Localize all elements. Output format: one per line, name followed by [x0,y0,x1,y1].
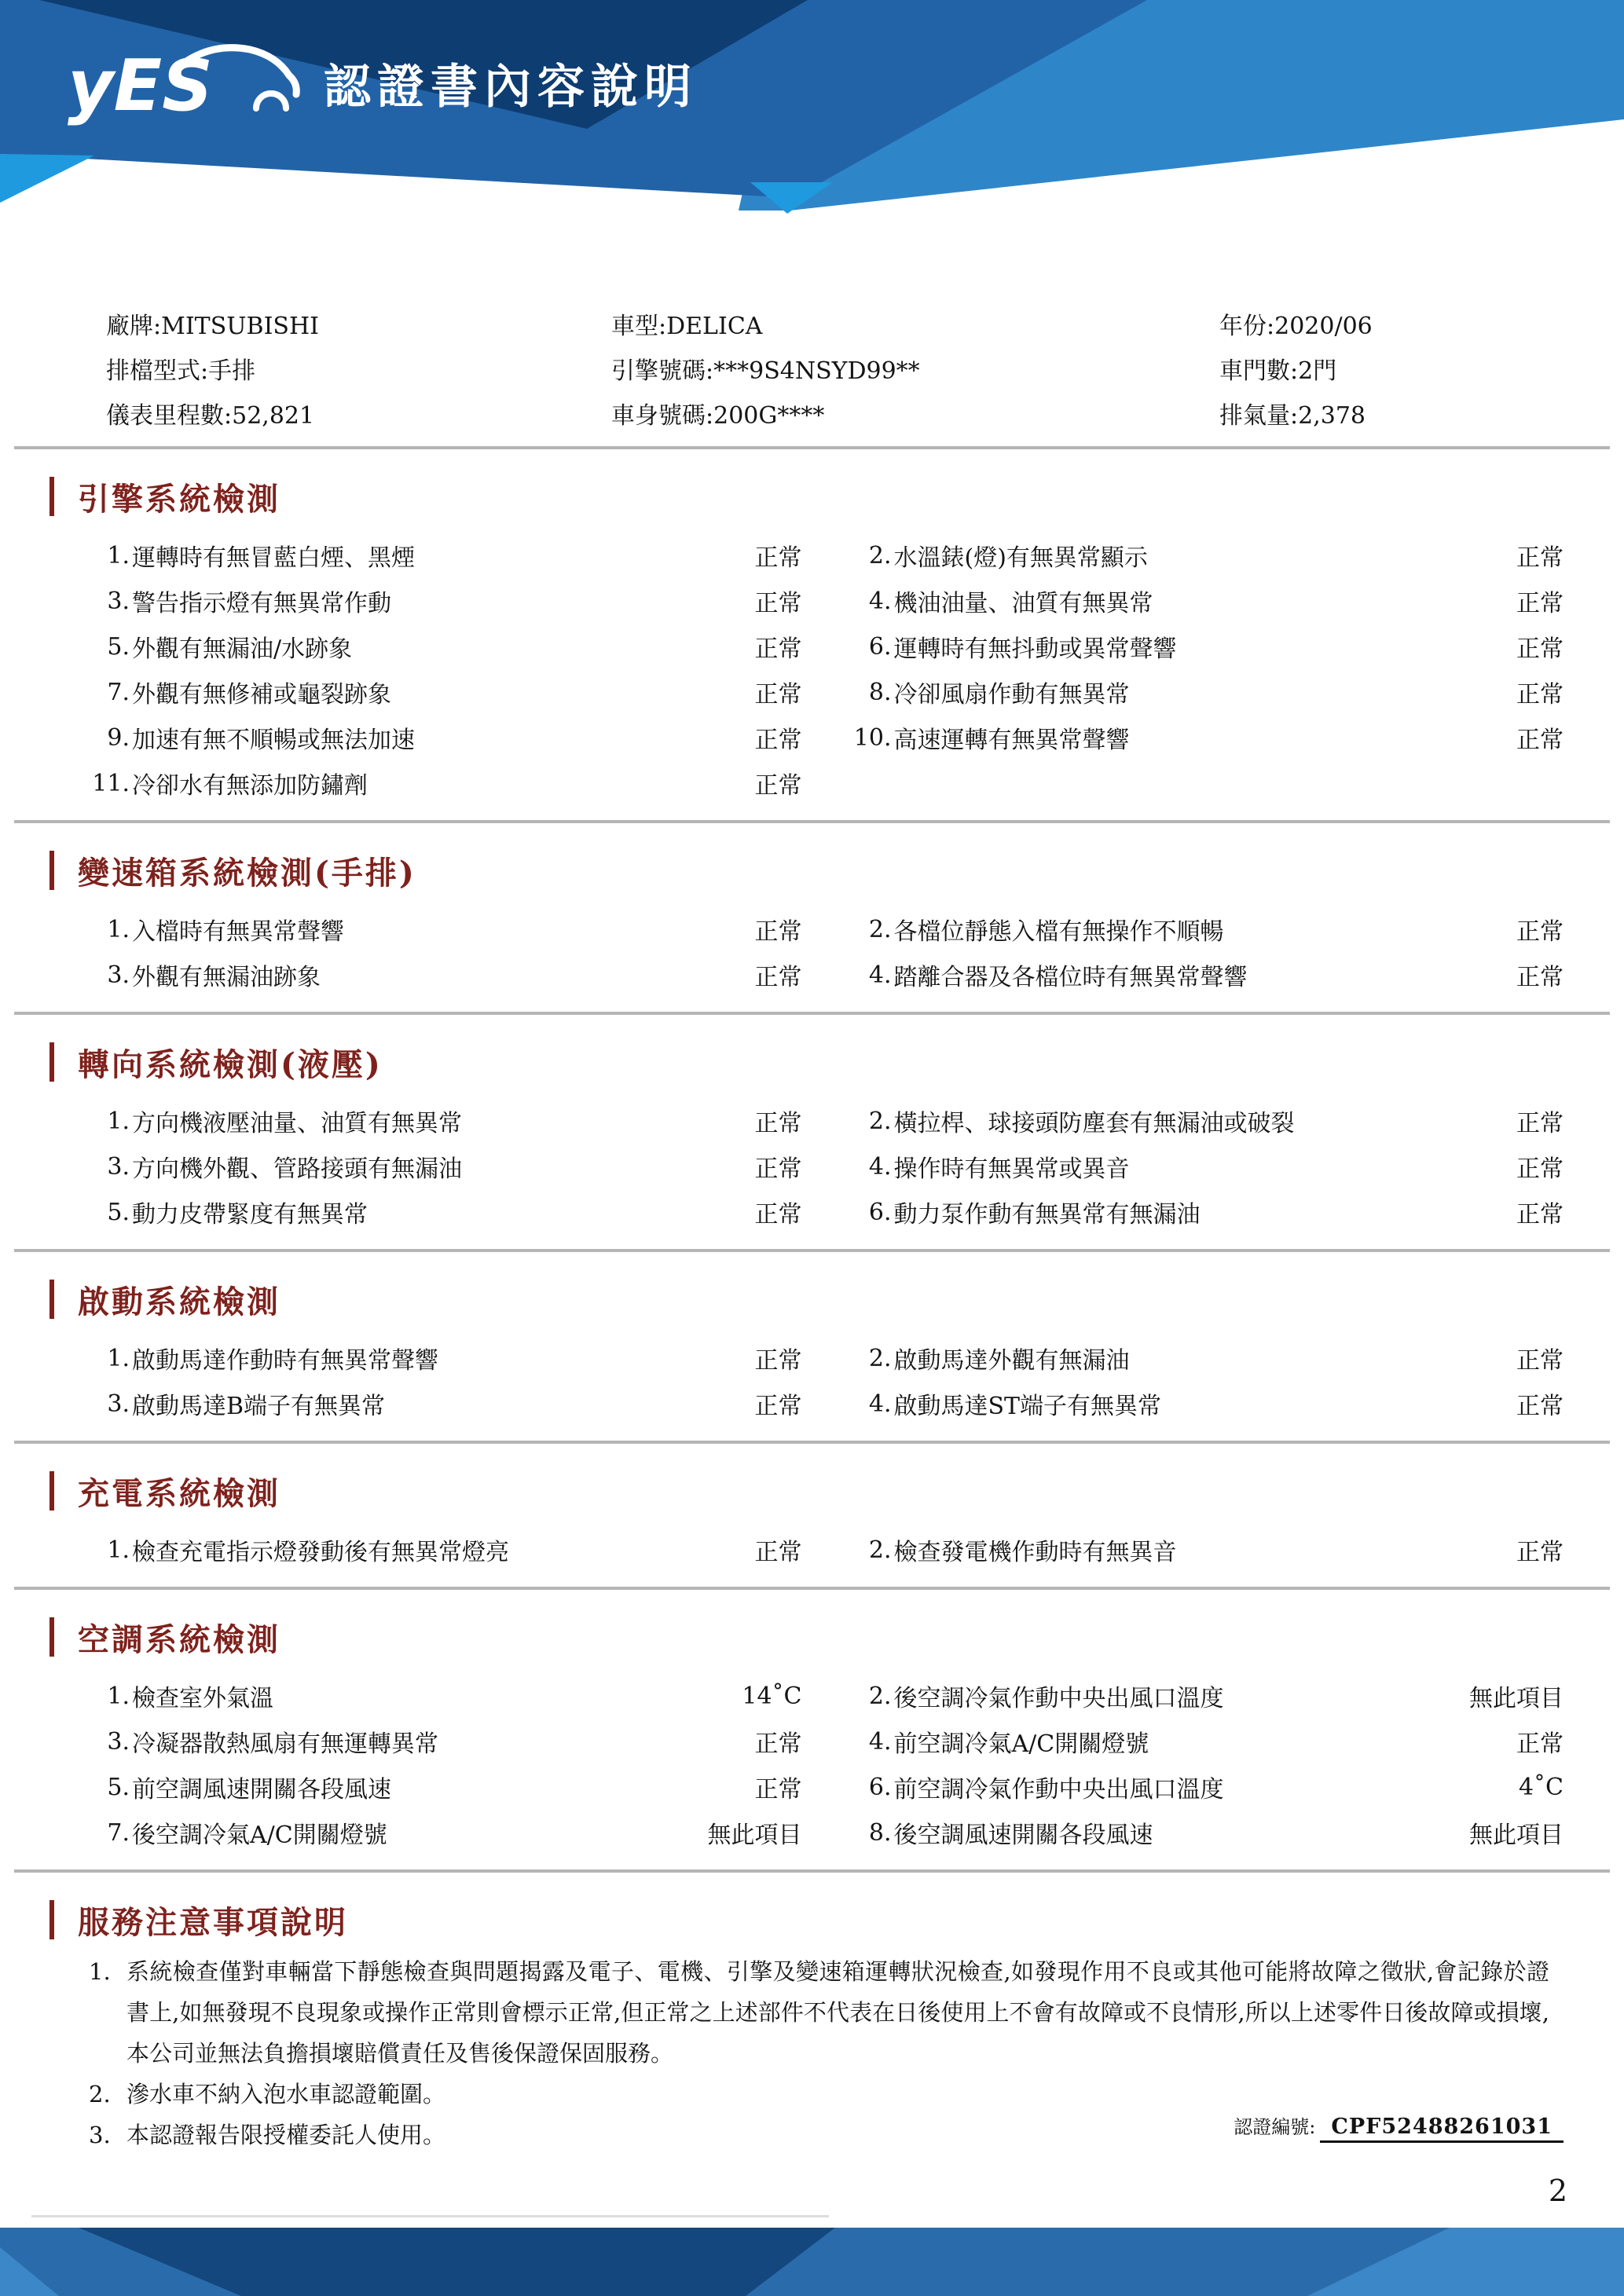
item-result: 正常 [1516,1110,1564,1137]
check-item [89,533,802,578]
check-item [89,952,802,998]
item-label: 啟動馬達外觀有無漏油 [893,1347,1130,1375]
item-number: 1. [107,541,130,569]
item-number: 4. [868,1727,892,1756]
field-value: 2,378 [1298,402,1366,430]
item-number: 4. [868,587,892,615]
section-title: 充電系統檢測 [78,1474,280,1512]
check-item [89,1189,802,1235]
section-items [89,1673,1564,1855]
item-label: 後空調風速開關各段風速 [893,1822,1153,1849]
item-label: 橫拉桿、球接頭防塵套有無漏油或破裂 [893,1110,1295,1137]
note-number: 1. [89,1958,111,1985]
item-number: 4. [868,1390,892,1418]
item-label: 入檔時有無異常聲響 [132,918,344,946]
item-number: 3. [107,1152,130,1181]
check-item [851,1144,1564,1189]
item-label: 警告指示燈有無異常作動 [132,590,391,617]
note-text: 本認證報告限授權委託人使用。 [126,2122,446,2148]
section-items [89,1098,1564,1235]
sections [0,476,1624,1873]
vehicle-info-field [106,359,611,384]
section-title-bar [49,1617,54,1657]
header-content [68,36,698,130]
section-title: 啟動系統檢測 [78,1283,280,1320]
section-title: 服務注意事項說明 [78,1903,348,1941]
field-label: 廠牌: [106,313,162,340]
yes-logo [68,36,303,130]
note-text: 系統檢查僅對車輛當下靜態檢查與問題揭露及電子、電機、引擎及變速箱運轉狀況檢查,如發現作用不良或其他可能將故障之徵狀,會記錄於證書上,如無發現不良現象或操作正常則會標示正常,但正常之上述部件不代表在日後使用上不會有故障或不良情形,所以上述零件日後故障或損壞,本公司並無法負擔損壞賠償責任及售後保證保固服務。 [126,1958,1549,2067]
item-number: 4. [868,961,892,989]
divider [14,1012,1610,1015]
check-item [851,1098,1564,1144]
divider [14,820,1610,823]
section-title: 空調系統檢測 [78,1620,280,1658]
item-result: 正常 [754,1539,802,1566]
field-label: 車門數: [1219,357,1299,385]
item-label: 高速運轉有無異常聲響 [893,727,1130,754]
item-number: 3. [107,1390,130,1418]
check-item [89,715,802,760]
section-title-bar [49,1471,54,1511]
item-result: 正常 [1516,1201,1564,1229]
item-result: 正常 [1516,544,1564,572]
section-items [89,1335,1564,1426]
item-label: 操作時有無異常或異音 [893,1155,1130,1183]
item-result: 無此項目 [1469,1685,1564,1712]
note-number: 3. [89,2122,111,2148]
item-number: 2. [868,1682,892,1710]
check-item [89,1810,802,1855]
item-number: 4. [868,1152,892,1181]
check-item [89,1381,802,1426]
field-label: 車型: [611,313,667,340]
section-title-bar [49,851,54,890]
item-number: 2. [868,1107,892,1135]
inspection-section [0,1617,1624,1873]
check-item [851,952,1564,998]
item-result: 正常 [754,1110,802,1137]
check-item [89,1144,802,1189]
item-result: 正常 [754,590,802,617]
item-result: 正常 [1516,681,1564,709]
inspection-section [0,1279,1624,1444]
vehicle-info-field [1219,404,1565,429]
item-number: 3. [107,587,130,615]
section-items [89,533,1564,806]
section-items [89,906,1564,998]
item-label: 前空調風速開關各段風速 [132,1776,391,1803]
item-number: 8. [868,678,892,706]
item-result: 正常 [754,544,802,572]
item-result: 正常 [754,772,802,800]
item-number: 1. [107,1536,130,1564]
vehicle-info-field [1219,314,1565,339]
item-label: 檢查發電機作動時有無異音 [893,1539,1177,1566]
item-label: 運轉時有無抖動或異常聲響 [893,635,1177,663]
header-left-wedge [0,154,94,203]
item-number: 5. [107,1198,130,1226]
item-result: 正常 [1516,964,1564,991]
item-number: 1. [107,1344,130,1372]
field-label: 儀表里程數: [106,402,233,430]
footer-divider [31,2215,829,2217]
check-item [851,1719,1564,1764]
item-result: 正常 [1516,1347,1564,1375]
item-result: 正常 [1516,727,1564,754]
check-item [851,1673,1564,1719]
item-number: 6. [868,1773,892,1801]
item-label: 啟動馬達作動時有無異常聲響 [132,1347,438,1375]
item-number: 6. [868,1198,892,1226]
item-result: 正常 [1516,1393,1564,1420]
section-title-bar [49,1900,54,1939]
inspection-section [0,1042,1624,1252]
check-item [89,669,802,715]
item-result: 正常 [754,1347,802,1375]
item-number: 3. [107,1727,130,1756]
check-item [89,1098,802,1144]
vehicle-info [106,314,1565,429]
item-label: 動力泵作動有無異常有無漏油 [893,1201,1201,1229]
item-label: 踏離合器及各檔位時有無異常聲響 [893,964,1248,991]
inspection-section [0,476,1624,823]
divider [14,1249,1610,1252]
item-label: 冷卻水有無添加防鏽劑 [132,772,368,800]
item-number: 8. [868,1818,892,1847]
item-result: 正常 [754,681,802,709]
service-note [89,2074,1549,2115]
item-number: 2. [868,541,892,569]
inspection-section [0,850,1624,1015]
check-item [89,760,802,806]
item-number: 2. [868,1344,892,1372]
item-result: 14˚C [742,1682,802,1710]
item-result: 正常 [754,1393,802,1420]
divider [14,1869,1610,1873]
field-value: 手排 [208,357,256,385]
check-item [89,1719,802,1764]
check-item [89,1335,802,1381]
section-title-bar [49,1280,54,1319]
item-number: 9. [107,723,130,752]
item-result: 無此項目 [707,1822,802,1849]
cert-label: 認證編號: [1234,2116,1316,2138]
item-label: 各檔位靜態入檔有無操作不順暢 [893,918,1224,946]
section-header [49,1042,1624,1082]
field-label: 年份: [1219,313,1275,340]
check-item [851,1764,1564,1810]
divider [14,1441,1610,1444]
item-result: 正常 [754,1730,802,1758]
section-title-bar [49,1042,54,1082]
divider [14,1587,1610,1590]
item-result: 正常 [1516,635,1564,663]
page-number: 2 [1548,2173,1567,2208]
vehicle-info-field [106,404,611,429]
item-number: 6. [868,632,892,661]
check-item [89,1673,802,1719]
item-number: 5. [107,1773,130,1801]
check-item [851,1810,1564,1855]
item-label: 水溫錶(燈)有無異常顯示 [893,544,1148,572]
check-item [851,669,1564,715]
check-item [851,1335,1564,1381]
field-value: ***9S4NSYD99** [713,357,920,385]
item-label: 機油油量、油質有無異常 [893,590,1153,617]
check-item [851,906,1564,952]
check-item [851,1381,1564,1426]
item-number: 1. [107,915,130,943]
item-number: 10. [853,723,892,752]
item-label: 啟動馬達ST端子有無異常 [893,1393,1162,1420]
check-item [851,715,1564,760]
note-text: 滲水車不納入泡水車認證範圍。 [126,2081,446,2107]
item-result: 正常 [754,964,802,991]
item-label: 前空調冷氣作動中央出風口溫度 [893,1776,1224,1803]
check-item [89,906,802,952]
item-number: 5. [107,632,130,661]
section-header [49,1470,1624,1511]
check-item [851,1189,1564,1235]
item-result: 正常 [1516,918,1564,946]
item-number: 7. [107,678,130,706]
vehicle-info-field [611,314,1219,339]
item-label: 後空調冷氣A/C開關燈號 [132,1822,387,1849]
item-number: 2. [868,1536,892,1564]
section-title: 引擎系統檢測 [78,480,280,518]
item-label: 加速有無不順暢或無法加速 [132,727,415,754]
divider [14,446,1610,449]
item-result: 正常 [754,918,802,946]
item-number: 7. [107,1818,130,1847]
section-header [49,850,1624,891]
check-item [89,1527,802,1573]
item-label: 外觀有無修補或龜裂跡象 [132,681,391,709]
section-items [89,1527,1564,1573]
field-value: 200G**** [713,402,825,430]
section-header [49,1899,1624,1940]
item-label: 前空調冷氣A/C開關燈號 [893,1730,1149,1758]
item-label: 檢查室外氣溫 [132,1685,273,1712]
section-title: 轉向系統檢測(液壓) [78,1045,383,1083]
item-label: 冷凝器散熱風扇有無運轉異常 [132,1730,438,1758]
field-label: 車身號碼: [611,402,714,430]
inspection-section [0,1470,1624,1590]
vehicle-info-field [611,359,1219,384]
check-item [851,578,1564,624]
item-number: 11. [92,769,130,797]
vehicle-info-field [1219,359,1565,384]
field-label: 引擎號碼: [611,357,714,385]
item-label: 啟動馬達B端子有無異常 [132,1393,386,1420]
item-result: 無此項目 [1469,1822,1564,1849]
field-label: 排檔型式: [106,357,209,385]
field-value: 2門 [1298,357,1337,385]
section-title: 變速箱系統檢測(手排) [78,854,416,892]
section-title-bar [49,477,54,516]
check-item [89,578,802,624]
item-number: 3. [107,961,130,989]
item-label: 方向機液壓油量、油質有無異常 [132,1110,462,1137]
page-title: 認證書內容說明 [324,60,698,115]
item-label: 動力皮帶緊度有無異常 [132,1201,368,1229]
cert-number-line [1234,2111,1564,2139]
item-label: 外觀有無漏油/水跡象 [132,635,353,663]
item-label: 運轉時有無冒藍白煙、黑煙 [132,544,415,572]
check-item [89,624,802,669]
check-item [851,624,1564,669]
item-result: 正常 [754,1155,802,1183]
footer-banner [0,2228,1624,2296]
item-result: 4˚C [1518,1773,1564,1801]
field-label: 排氣量: [1219,402,1299,430]
item-number: 1. [107,1107,130,1135]
vehicle-info-field [611,404,1219,429]
section-header [49,476,1624,517]
item-result: 正常 [1516,590,1564,617]
item-result: 正常 [1516,1539,1564,1566]
service-note [89,1951,1549,2074]
field-value: 2020/06 [1274,313,1373,340]
note-number: 2. [89,2081,111,2107]
field-value: 52,821 [232,402,315,430]
check-item [851,1527,1564,1573]
vehicle-info-field [106,314,611,339]
item-result: 正常 [754,727,802,754]
check-item [89,1764,802,1810]
check-item [851,533,1564,578]
cert-number: CPF52488261031 [1320,2115,1564,2143]
item-label: 方向機外觀、管路接頭有無漏油 [132,1155,462,1183]
section-header [49,1617,1624,1657]
item-label: 冷卻風扇作動有無異常 [893,681,1130,709]
item-label: 檢查充電指示燈發動後有無異常燈亮 [132,1539,509,1566]
item-number: 1. [107,1682,130,1710]
car-wheel-icon [256,93,286,108]
section-header [49,1279,1624,1320]
field-value: DELICA [666,313,763,340]
item-result: 正常 [754,1201,802,1229]
item-result: 正常 [1516,1730,1564,1758]
item-result: 正常 [754,1776,802,1803]
logo-text: yES [68,45,213,127]
item-label: 後空調冷氣作動中央出風口溫度 [893,1685,1224,1712]
item-label: 外觀有無漏油跡象 [132,964,321,991]
item-result: 正常 [1516,1155,1564,1183]
field-value: MITSUBISHI [161,313,319,340]
item-number: 2. [868,915,892,943]
item-result: 正常 [754,635,802,663]
